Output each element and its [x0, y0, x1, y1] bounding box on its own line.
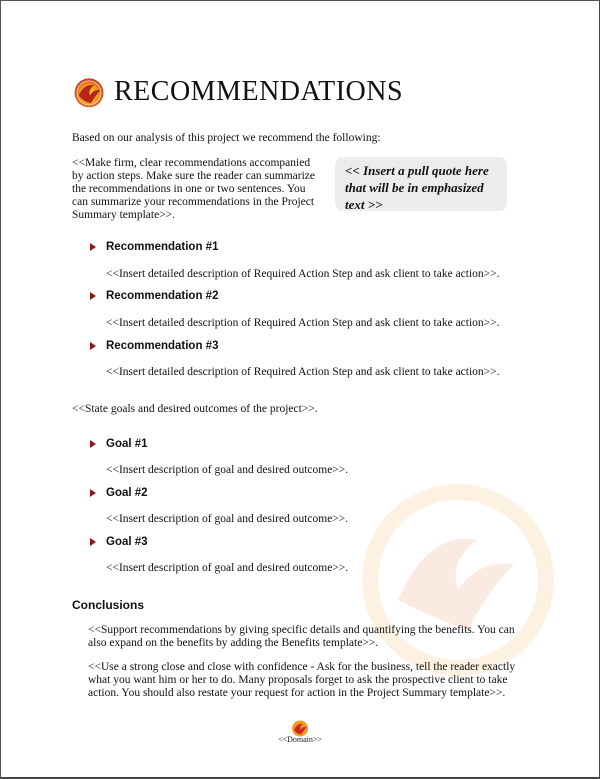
- triangle-bullet-icon: [90, 243, 96, 251]
- recommendation-item-1: [90, 241, 218, 253]
- goal-description: <<Insert description of goal and desired outcome>>.: [106, 464, 349, 476]
- goal-item-1: [90, 438, 148, 450]
- recommendation-label: Recommendation #1: [106, 241, 219, 253]
- triangle-bullet-icon: [90, 292, 96, 300]
- conclusions-heading: Conclusions: [72, 598, 145, 612]
- page-header: [72, 72, 403, 112]
- summary-paragraph: <<Make firm, clear recommendations accompanied by action steps. Make sure the reader can summarize the recommendations in one or two sentences. You can summarize your recommendations in the Project Summary template>>.: [72, 157, 315, 221]
- recommendation-label: Recommendation #3: [106, 340, 219, 352]
- recommendation-description: <<Insert detailed description of Required Action Step and ask client to take action>>.: [106, 317, 500, 329]
- phoenix-logo-icon: [72, 75, 106, 109]
- goal-label: Goal #3: [106, 536, 148, 548]
- goal-description: <<Insert description of goal and desired outcome>>.: [106, 562, 349, 574]
- goal-label: Goal #2: [106, 487, 148, 499]
- triangle-bullet-icon: [90, 538, 96, 546]
- triangle-bullet-icon: [90, 342, 96, 350]
- page-title: RECOMMENDATIONS: [114, 76, 404, 107]
- phoenix-watermark-icon: [358, 480, 558, 680]
- recommendation-label: Recommendation #2: [106, 290, 219, 302]
- triangle-bullet-icon: [90, 489, 96, 497]
- goal-label: Goal #1: [106, 438, 148, 450]
- goal-item-3: [90, 536, 148, 548]
- recommendation-item-3: [90, 340, 218, 352]
- footer-domain: <<Domain>>: [278, 735, 322, 744]
- recommendation-item-2: [90, 290, 218, 302]
- goal-item-2: [90, 487, 148, 499]
- conclusions-paragraph-2: <<Use a strong close and close with confidence - Ask for the business, tell the reader exactly what you want him or her to do. Many proposals forget to ask the prospective client to take action. You should also restate your request for action in the Project Summary template>>.: [88, 661, 516, 699]
- intro-text: Based on our analysis of this project we recommend the following:: [72, 132, 381, 144]
- pull-quote: << Insert a pull quote here that will be in emphasized text >>: [335, 157, 507, 211]
- triangle-bullet-icon: [90, 440, 96, 448]
- goals-intro: <<State goals and desired outcomes of the project>>.: [72, 403, 318, 415]
- recommendation-description: <<Insert detailed description of Required Action Step and ask client to take action>>.: [106, 268, 500, 280]
- goal-description: <<Insert description of goal and desired outcome>>.: [106, 513, 349, 525]
- recommendation-description: <<Insert detailed description of Required Action Step and ask client to take action>>.: [106, 366, 500, 378]
- conclusions-paragraph-1: <<Support recommendations by giving specific details and quantifying the benefits. You can also expand on the benefits by adding the Benefits template>>.: [88, 624, 515, 649]
